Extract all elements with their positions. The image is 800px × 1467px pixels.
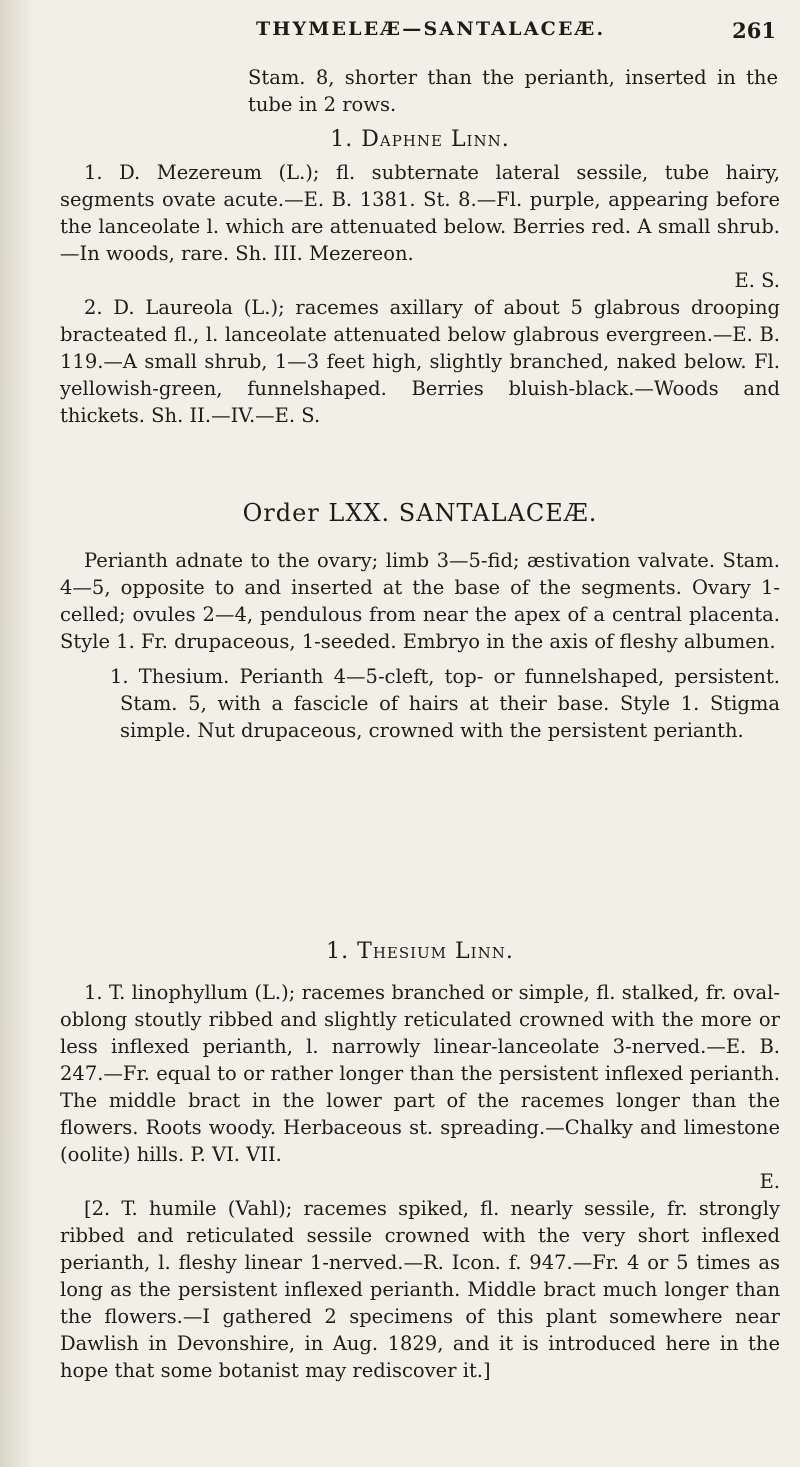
thesium-section bbox=[60, 938, 780, 1384]
order-heading: Order LXX. SANTALACEÆ. bbox=[242, 499, 598, 527]
species-mezereum-abbr: E. S. bbox=[734, 269, 780, 292]
stamen-note: Stam. 8, shorter than the perianth, inserted in the tube in 2 rows. bbox=[248, 66, 778, 116]
species-humile: [2. T. humile (Vahl); racemes spiked, fl. nearly sessile, fr. strongly ribbed and reticulated sessile crowned with the very short inflexed perianth, l. fleshy linear 1-nerved.—R. Icon. f. 947.—Fr. 4 or 5 times as long as the persistent inflexed perianth. Middle bract much longer than the flowers.—I gathered 2 specimens of this plant somewhere near Dawlish in Devonshire, in Aug. 1829, and it is introduced here in the hope that some botanist may rediscover it.] bbox=[60, 1197, 780, 1382]
genus-heading-thesium: 1. Thesium Linn. bbox=[326, 939, 514, 964]
species-mezereum: 1. D. Mezereum (L.); fl. subternate lateral sessile, tube hairy, segments ovate acute.—E. B. 1381. St. 8.—Fl. purple, appearing before the lanceolate l. which are attenuated below. Berries red. A small shrub.—In woods, rare. Sh. III. Mezereon. bbox=[60, 161, 780, 265]
page-number: 261 bbox=[732, 18, 776, 43]
daphne-section bbox=[60, 126, 780, 429]
running-title: THYMELEÆ—SANTALACEÆ. bbox=[256, 18, 606, 40]
stamen-note-block bbox=[248, 64, 778, 118]
genus-key-thesium: 1. Thesium. Perianth 4—5-cleft, top- or funnelshaped, persistent. Stam. 5, with a fascicle of hairs at their base. Style 1. Stigma simple. Nut drupaceous, crowned with the persistent perianth. bbox=[110, 665, 780, 742]
page-gutter-shadow bbox=[0, 0, 34, 1467]
santalaceae-section bbox=[60, 500, 780, 744]
genus-heading-daphne: 1. Daphne Linn. bbox=[330, 127, 510, 152]
order-description: Perianth adnate to the ovary; limb 3—5-fid; æstivation valvate. Stam. 4—5, opposite to and inserted at the base of the segments. Ovary 1-celled; ovules 2—4, pendulous from near the apex of a central placenta. Style 1. Fr. drupaceous, 1-seeded. Embryo in the axis of fleshy albumen. bbox=[60, 549, 780, 653]
running-header bbox=[256, 18, 776, 46]
species-linophyllum-abbr: E. bbox=[759, 1170, 780, 1193]
species-laureola: 2. D. Laureola (L.); racemes axillary of about 5 glabrous drooping bracteated fl., l. lanceolate attenuated below glabrous evergreen.—E. B. 119.—A small shrub, 1—3 feet high, slightly branched, naked below. Fl. yellowish-green, funnelshaped. Berries bluish-black.—Woods and thickets. Sh. II.—IV.—E. S. bbox=[60, 296, 780, 427]
species-linophyllum: 1. T. linophyllum (L.); racemes branched or simple, fl. stalked, fr. oval-oblong stoutly ribbed and slightly reticulated crowned with the more or less inflexed perianth, l. narrowly linear-lanceolate 3-nerved.—E. B. 247.—Fr. equal to or rather longer than the persistent inflexed perianth. The middle bract in the lower part of the racemes longer than the flowers. Roots woody. Herbaceous st. spreading.—Chalky and limestone (oolite) hills. P. VI. VII. bbox=[60, 981, 780, 1166]
